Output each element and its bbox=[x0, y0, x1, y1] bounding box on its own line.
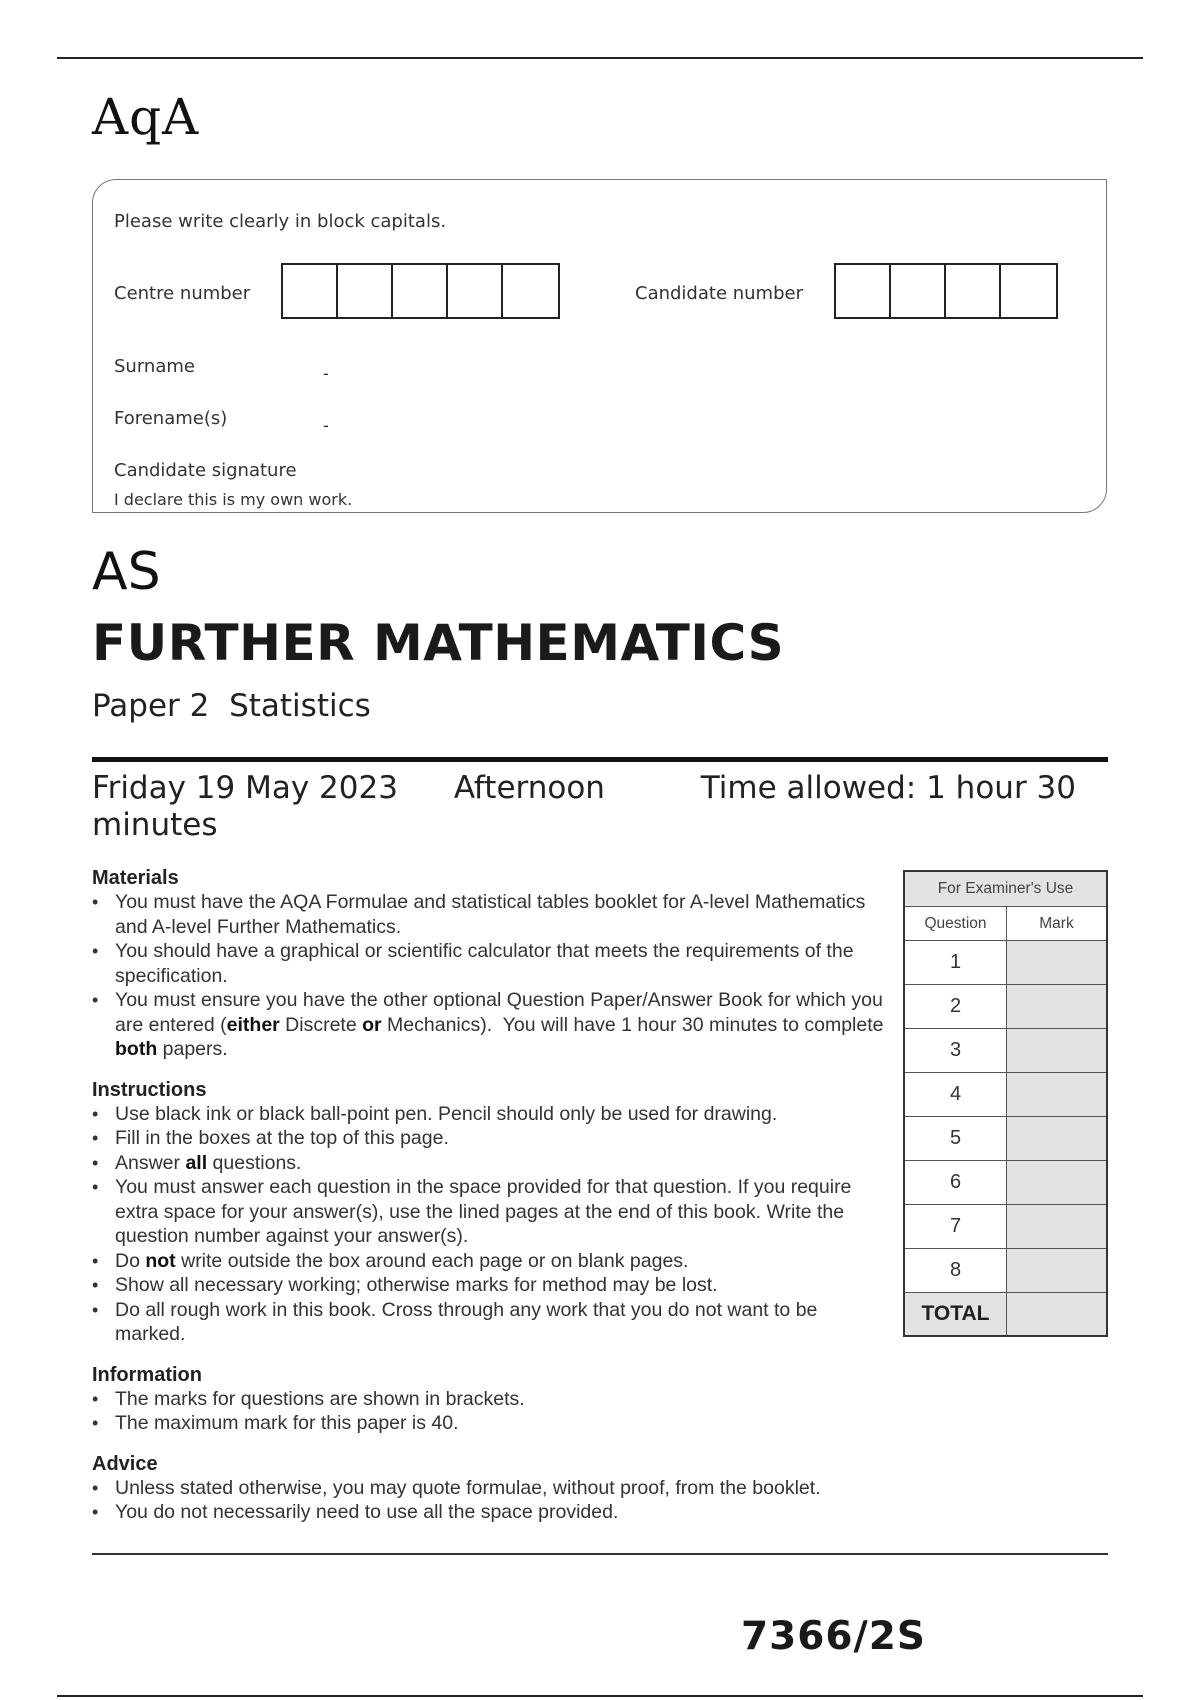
total-label: TOTAL bbox=[905, 1293, 1007, 1335]
table-row bbox=[905, 1073, 1106, 1117]
advice-list bbox=[92, 1476, 892, 1525]
question-number: 2 bbox=[905, 985, 1007, 1028]
list-item: • You must have the AQA Formulae and statistical tables booklet for A-level Mathematics and A-level Further Mathematics. bbox=[92, 890, 892, 939]
subject-title: FURTHER MATHEMATICS bbox=[92, 614, 785, 672]
list-item: • Do all rough work in this book. Cross through any work that you do not want to be marked. bbox=[92, 1298, 892, 1347]
total-mark-cell bbox=[1007, 1293, 1106, 1335]
question-number: 1 bbox=[905, 941, 1007, 984]
centre-digit-box[interactable] bbox=[283, 265, 338, 317]
aqa-logo: AqA bbox=[92, 88, 200, 146]
session-line bbox=[92, 770, 1092, 844]
centre-digit-box[interactable] bbox=[393, 265, 448, 317]
question-number: 6 bbox=[905, 1161, 1007, 1204]
exam-date: Friday 19 May 2023 bbox=[92, 770, 398, 806]
materials-list bbox=[92, 890, 892, 1062]
question-number: 8 bbox=[905, 1249, 1007, 1292]
mark-cell bbox=[1007, 1117, 1106, 1160]
information-heading: Information bbox=[92, 1363, 202, 1386]
information-list bbox=[92, 1387, 892, 1436]
table-row bbox=[905, 985, 1106, 1029]
signature-label: Candidate signature bbox=[114, 460, 297, 481]
exam-session: Afternoon bbox=[453, 770, 605, 806]
front-page-sections bbox=[92, 866, 892, 1541]
examiner-table-header bbox=[905, 907, 1106, 941]
candidate-digit-box[interactable] bbox=[836, 265, 891, 317]
list-item: • You do not necessarily need to use all the space provided. bbox=[92, 1500, 892, 1525]
materials-heading: Materials bbox=[92, 867, 179, 889]
candidate-digit-box[interactable] bbox=[891, 265, 946, 317]
header-rule bbox=[92, 757, 1108, 762]
instructions-heading: Instructions bbox=[92, 1078, 207, 1101]
question-column-header: Question bbox=[905, 907, 1007, 940]
top-rule bbox=[57, 57, 1143, 59]
question-number: 5 bbox=[905, 1117, 1007, 1160]
advice-heading: Advice bbox=[92, 1452, 158, 1475]
table-row bbox=[905, 1249, 1106, 1293]
list-item: • Answer all questions. bbox=[92, 1151, 892, 1176]
paper-code: 7366/2S bbox=[741, 1614, 927, 1659]
question-number: 3 bbox=[905, 1029, 1007, 1072]
surname-label: Surname bbox=[114, 356, 195, 377]
level-title: AS bbox=[92, 542, 161, 602]
list-item: • Fill in the boxes at the top of this page. bbox=[92, 1126, 892, 1151]
table-row bbox=[905, 1029, 1106, 1073]
list-item: • The marks for questions are shown in brackets. bbox=[92, 1387, 892, 1412]
table-row bbox=[905, 1161, 1106, 1205]
list-item: • You must answer each question in the space provided for that question. If you require extra space for your answer(s), use the lined pages at the end of this book. Write the question number against your answer(s). bbox=[92, 1175, 892, 1249]
mark-cell bbox=[1007, 1073, 1106, 1116]
candidate-digit-box[interactable] bbox=[1001, 265, 1056, 317]
centre-digit-box[interactable] bbox=[448, 265, 503, 317]
total-row bbox=[905, 1293, 1106, 1335]
mark-cell bbox=[1007, 1029, 1106, 1072]
mark-cell bbox=[1007, 985, 1106, 1028]
time-allowed: Time allowed: 1 hour 30 minutes bbox=[92, 770, 1076, 843]
list-item: • You must ensure you have the other optional Question Paper/Answer Book for which you are entered (either Discrete or Mechanics). You will have 1 hour 30 minutes to complete both papers. bbox=[92, 988, 892, 1062]
mark-column-header: Mark bbox=[1007, 907, 1106, 940]
mark-cell bbox=[1007, 1161, 1106, 1204]
candidate-number-label: Candidate number bbox=[635, 283, 803, 304]
mark-cell bbox=[1007, 1205, 1106, 1248]
declaration-text: I declare this is my own work. bbox=[114, 490, 353, 509]
forename-label: Forename(s) bbox=[114, 408, 228, 429]
instructions-list bbox=[92, 1102, 892, 1347]
candidate-number-boxes[interactable] bbox=[834, 263, 1058, 319]
list-item: • Unless stated otherwise, you may quote formulae, without proof, from the booklet. bbox=[92, 1476, 892, 1501]
bottom-page-rule bbox=[57, 1695, 1143, 1697]
examiner-table-title: For Examiner's Use bbox=[905, 872, 1106, 907]
list-item: • Do not write outside the box around each page or on blank pages. bbox=[92, 1249, 892, 1274]
list-item: • You should have a graphical or scientific calculator that meets the requirements of the specification. bbox=[92, 939, 892, 988]
table-row bbox=[905, 941, 1106, 985]
question-number: 4 bbox=[905, 1073, 1007, 1116]
centre-digit-box[interactable] bbox=[503, 265, 558, 317]
centre-digit-box[interactable] bbox=[338, 265, 393, 317]
paper-title: Paper 2 Statistics bbox=[92, 688, 371, 724]
question-number: 7 bbox=[905, 1205, 1007, 1248]
mark-cell bbox=[1007, 941, 1106, 984]
forename-field[interactable]: - bbox=[323, 416, 329, 435]
footer-rule bbox=[92, 1553, 1108, 1555]
surname-field[interactable]: - bbox=[323, 364, 329, 383]
candidate-digit-box[interactable] bbox=[946, 265, 1001, 317]
list-item: • Use black ink or black ball-point pen. Pencil should only be used for drawing. bbox=[92, 1102, 892, 1127]
table-row bbox=[905, 1205, 1106, 1249]
mark-cell bbox=[1007, 1249, 1106, 1292]
examiner-use-table bbox=[903, 870, 1108, 1337]
block-capitals-instruction: Please write clearly in block capitals. bbox=[114, 211, 447, 232]
table-row bbox=[905, 1117, 1106, 1161]
centre-number-label: Centre number bbox=[114, 283, 251, 304]
list-item: • The maximum mark for this paper is 40. bbox=[92, 1411, 892, 1436]
list-item: • Show all necessary working; otherwise marks for method may be lost. bbox=[92, 1273, 892, 1298]
centre-number-boxes[interactable] bbox=[281, 263, 560, 319]
